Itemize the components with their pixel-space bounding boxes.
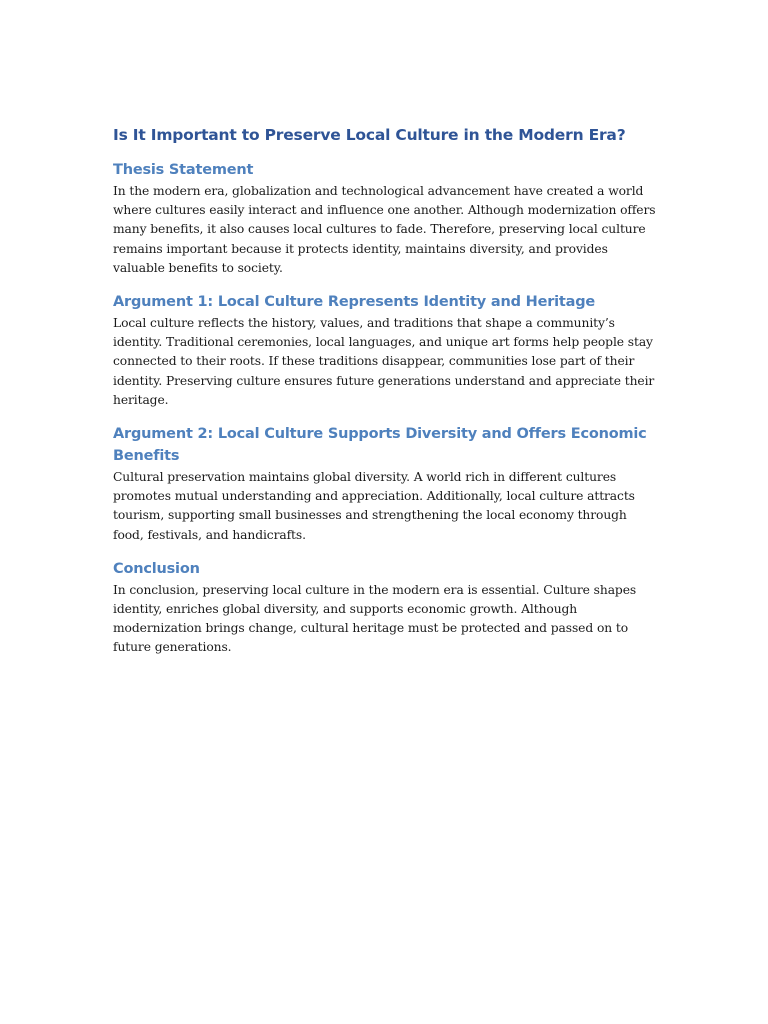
section-paragraph: In conclusion, preserving local culture in the modern era is essential. Culture shapes identity, enriches global diversity, and supports economic growth. Although modernization brings change, cultural heritage must be protected and passed on to future generations. xyxy=(113,582,637,655)
section-paragraph: Local culture reflects the history, values, and traditions that shape a community’s identity. Traditional ceremonies, local languages, and unique art forms help people stay connected to their roots. If these traditions disappear, communities lose part of their identity. Preserving culture ensures future generations understand and appreciate their heritage. xyxy=(113,316,655,407)
section-heading: Conclusion xyxy=(113,560,200,577)
section-heading: Thesis Statement xyxy=(113,162,254,178)
section-conclusion xyxy=(113,558,661,658)
section-thesis xyxy=(113,159,661,278)
section-argument-2 xyxy=(113,423,661,545)
document-title: Is It Important to Preserve Local Culture in the Modern Era? xyxy=(113,126,626,144)
section-argument-1 xyxy=(113,291,661,410)
section-paragraph: In the modern era, globalization and technological advancement have created a world where cultures easily interact and influence one another. Although modernization offers many benefits, it also causes local cultures to fade. Therefore, preserving local culture remains important because it protects identity, maintains diversity, and provides valuable benefits to society. xyxy=(113,184,656,275)
section-heading: Argument 2: Local Culture Supports Diversity and Offers Economic Benefits xyxy=(113,426,647,465)
document-content xyxy=(113,124,661,671)
section-paragraph: Cultural preservation maintains global diversity. A world rich in different cultures promotes mutual understanding and appreciation. Additionally, local culture attracts tourism, supporting small businesses and strengthening the local economy through food, festivals, and handicrafts. xyxy=(113,470,635,542)
section-heading: Argument 1: Local Culture Represents Identity and Heritage xyxy=(113,294,596,311)
